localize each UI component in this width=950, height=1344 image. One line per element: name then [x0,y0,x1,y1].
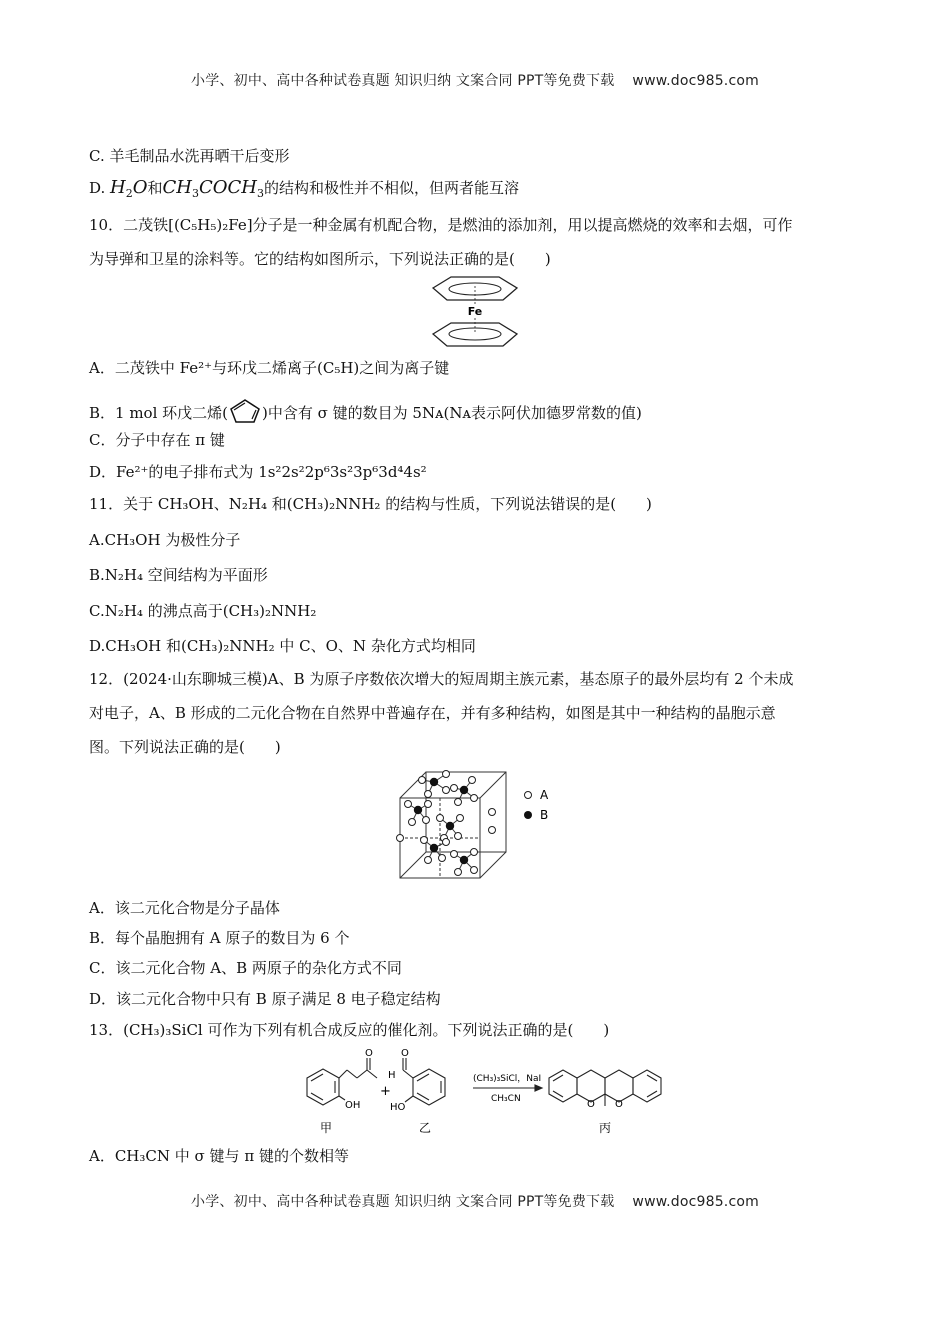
q13-stem: 13．(CH₃)₃SiCl 可作为下列有机合成反应的催化剂。下列说法正确的是( ) [89,1021,610,1039]
q12-option-c: C．该二元化合物 A、B 两原子的杂化方式不同 [89,959,402,977]
q10-option-a: A．二茂铁中 Fe²⁺与环戊二烯离子(C₅H)之间为离子键 [89,359,450,377]
ferrocene-figure [425,274,525,350]
upper-ring-pi-cloud [449,283,501,295]
q12-option-a: A．该二元化合物是分子晶体 [89,899,280,917]
svg-text:丙: 丙 [599,1121,612,1135]
q9-option-c: C. 羊毛制品水洗再晒干后变形 [89,147,290,165]
bing-ring-right [633,1070,661,1102]
q9-option-d: D. $H_2O$和$CH_3COCH_3$的结构和极性并不相似，但两者能互溶 [89,177,520,200]
q10-stem: 10．二茂铁[(C₅H₅)₂Fe]分子是一种金属有机配合物，是燃油的添加剂，用以提高燃烧的效率和去烟，可作 为导弹和卫星的涂料等。它的结构如图所示，下列说法正确的是( ) [89,216,793,268]
page-header [0,70,950,90]
svg-text:O: O [587,1099,595,1110]
svg-text:乙: 乙 [419,1121,432,1135]
svg-text:OH: OH [345,1100,361,1111]
upper-ring [433,277,517,300]
q10-option-b: B．1 mol 环戊二烯( )中含有 σ 键的数目为 5Nᴀ(Nᴀ表示阿伏加德罗常数的值) [89,398,642,424]
q13-option-a: A．CH₃CN 中 σ 键与 π 键的个数相等 [89,1147,349,1165]
page-footer [0,1191,950,1211]
svg-text:甲: 甲 [320,1121,333,1135]
svg-text:O: O [365,1048,373,1059]
legend-a-marker [525,792,532,799]
fe-label: Fe [467,305,483,318]
crystal-cell-figure [388,760,568,886]
q11-option-b: B.N₂H₄ 空间结构为平面形 [89,566,268,584]
svg-text:+: + [380,1084,391,1099]
reaction-scheme [285,1048,665,1138]
svg-text:(CH₃)₃SiCl，NaI: (CH₃)₃SiCl，NaI [473,1074,542,1084]
q12-option-b: B．每个晶胞拥有 A 原子的数目为 6 个 [89,929,350,947]
q11-option-a: A.CH₃OH 为极性分子 [89,531,241,549]
header-site: www.doc985.com [632,73,759,89]
footer-text: 小学、初中、高中各种试卷真题 知识归纳 文案合同 PPT等免费下载 [191,1194,615,1210]
legend-a-label: A [540,788,549,802]
q11-stem: 11．关于 CH₃OH、N₂H₄ 和(CH₃)₂NNH₂ 的结构与性质，下列说法错误的是( ) [89,495,652,513]
cyclopentadiene-icon [228,398,262,424]
legend-b-marker [524,811,532,819]
q12-stem: 12．(2024·山东聊城三模)A、B 为原子序数依次增大的短周期主族元素，基态原子的最外层均有 2 个未成 对电子，A、B 形成的二元化合物在自然界中普遍存在，并有多种结构，如图是其中一种结构的晶胞示意 图。下列说法正确的是( ) [89,670,794,756]
legend-b-label: B [540,808,549,822]
q10-option-d: D．Fe²⁺的电子排布式为 1s²2s²2p⁶3s²3p⁶3d⁴4s² [89,463,427,481]
q12-option-d: D．该二元化合物中只有 B 原子满足 8 电子稳定结构 [89,990,441,1008]
svg-text:HO: HO [390,1102,406,1113]
svg-text:H: H [388,1070,396,1081]
header-text: 小学、初中、高中各种试卷真题 知识归纳 文案合同 PPT等免费下载 [191,73,615,89]
svg-text:O: O [615,1099,623,1110]
q10-option-c: C．分子中存在 π 键 [89,431,225,449]
footer-site: www.doc985.com [632,1194,759,1210]
q11-option-d: D.CH₃OH 和(CH₃)₂NNH₂ 中 C、O、N 杂化方式均相同 [89,637,476,655]
svg-text:CH₃CN: CH₃CN [491,1094,521,1104]
bing-ring-left [549,1070,577,1102]
q11-option-c: C.N₂H₄ 的沸点高于(CH₃)₂NNH₂ [89,602,317,620]
svg-text:O: O [401,1048,409,1059]
